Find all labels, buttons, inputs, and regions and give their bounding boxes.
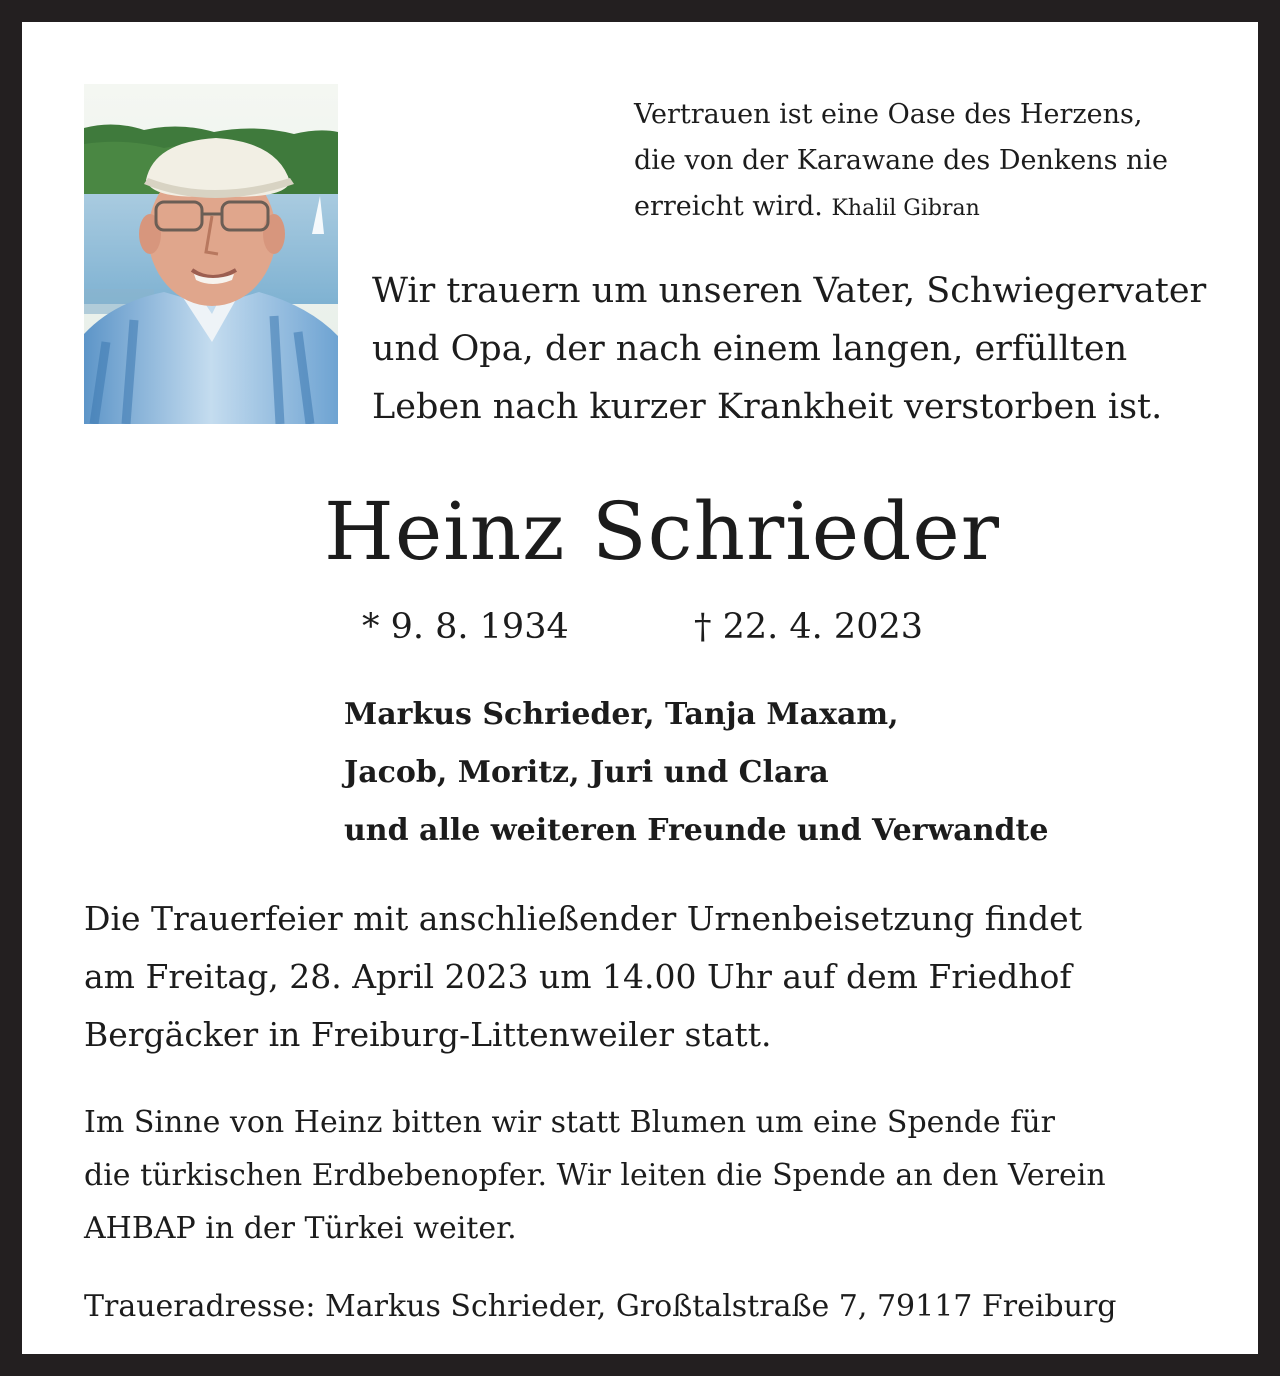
mourner-line: und alle weiteren Freunde und Verwandte xyxy=(344,813,1049,848)
quote-author: Khalil Gibran xyxy=(831,196,980,221)
donation-line: Im Sinne von Heinz bitten wir statt Blumen um eine Spende für xyxy=(84,1105,1055,1140)
portrait-photo xyxy=(84,84,338,424)
quote-line: die von der Karawane des Denkens nie xyxy=(634,145,1169,176)
ceremony-line: am Freitag, 28. April 2023 um 14.00 Uhr auf dem Friedhof xyxy=(84,957,1072,996)
quote-text: erreicht wird. xyxy=(634,191,823,222)
donation-text xyxy=(84,1096,1240,1255)
deceased-name: Heinz Schrieder xyxy=(324,485,1000,578)
donation-line: AHBAP in der Türkei weiter. xyxy=(84,1211,517,1246)
quote xyxy=(634,92,1254,232)
death-date: † 22. 4. 2023 xyxy=(694,607,924,647)
quote-line: Vertrauen ist eine Oase des Herzens, xyxy=(634,99,1143,130)
intro-line: Wir trauern um unseren Vater, Schwiegervater xyxy=(372,271,1207,311)
ceremony-text xyxy=(84,890,1240,1064)
intro-line: Leben nach kurzer Krankheit verstorben ist. xyxy=(372,387,1163,427)
intro-line: und Opa, der nach einem langen, erfüllten xyxy=(372,329,1128,369)
birth-date: * 9. 8. 1934 xyxy=(362,607,569,647)
mourners-list xyxy=(344,686,1264,860)
ceremony-line: Bergäcker in Freiburg-Littenweiler statt. xyxy=(84,1015,772,1054)
mourner-line: Markus Schrieder, Tanja Maxam, xyxy=(344,697,899,732)
quote-line-last xyxy=(634,184,1254,232)
ceremony-line: Die Trauerfeier mit anschließender Urnenbeisetzung findet xyxy=(84,899,1082,938)
mourning-address: Traueradresse: Markus Schrieder, Großtalstraße 7, 79117 Freiburg xyxy=(84,1289,1117,1324)
donation-line: die türkischen Erdbebenopfer. Wir leiten die Spende an den Verein xyxy=(84,1158,1106,1193)
mourner-line: Jacob, Moritz, Juri und Clara xyxy=(344,755,829,790)
intro-text xyxy=(372,262,1240,436)
